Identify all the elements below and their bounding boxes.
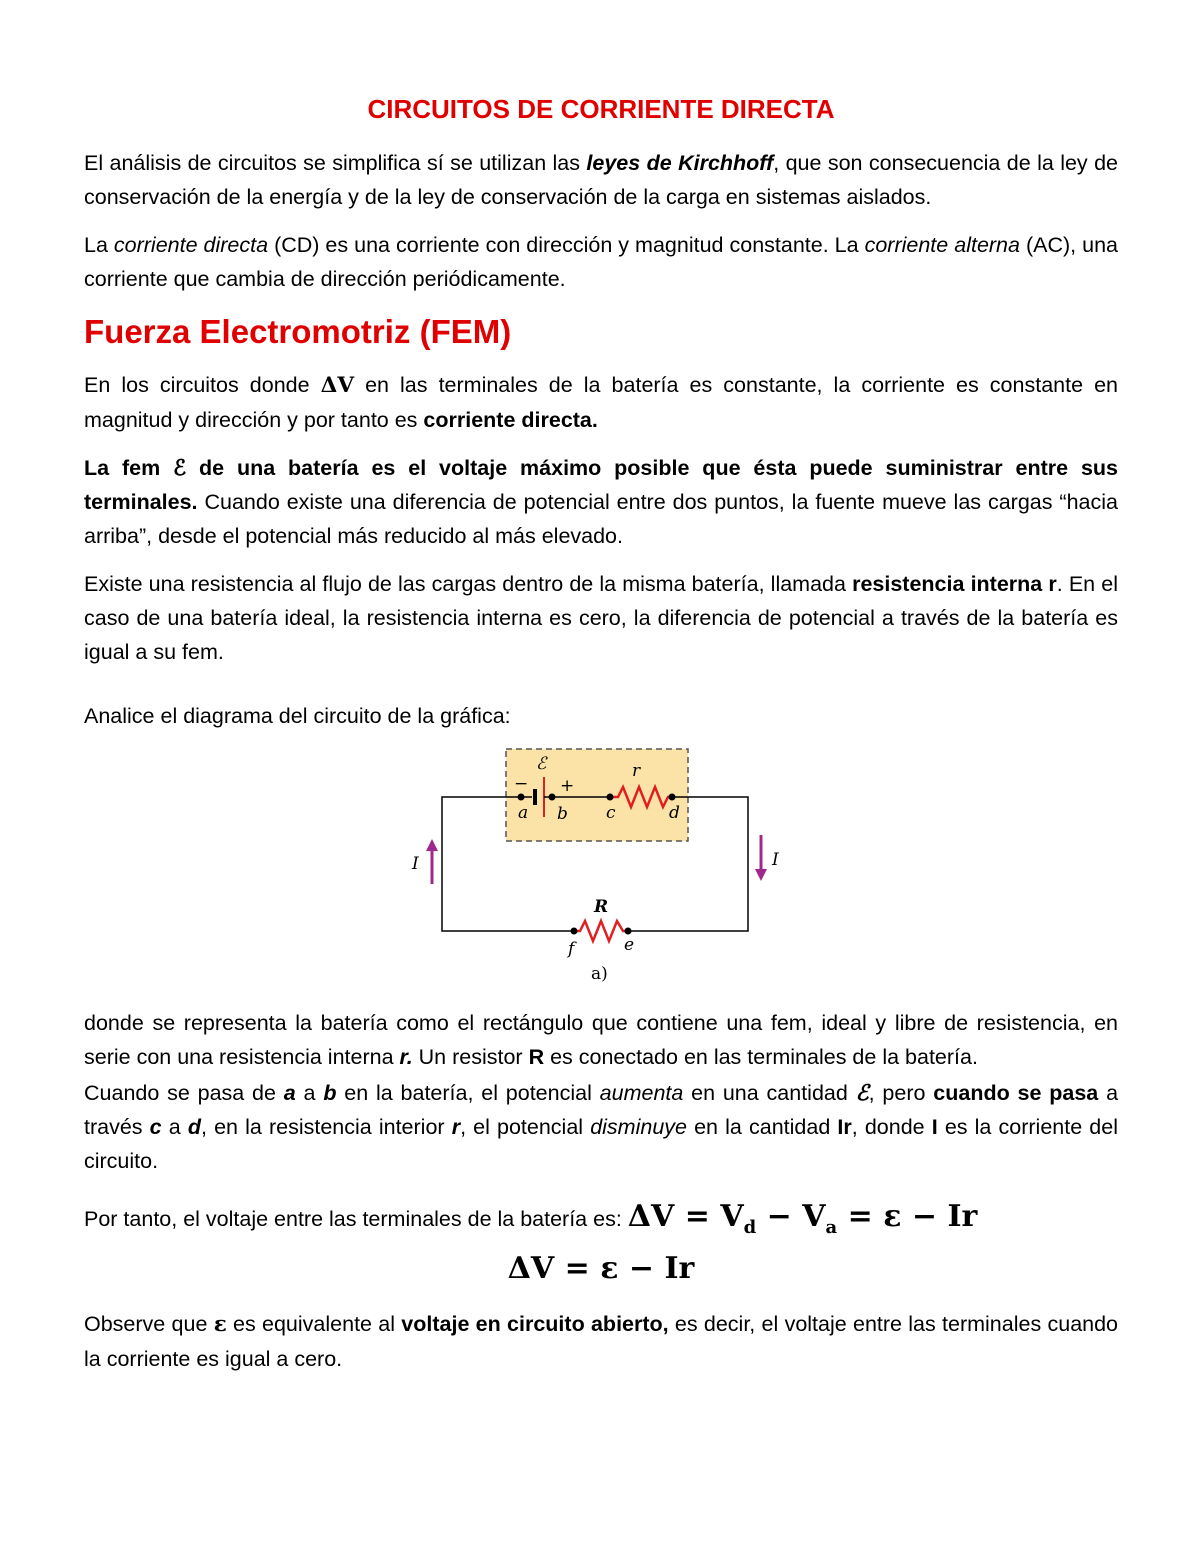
text: en la batería, el potencial	[336, 1081, 600, 1105]
label-b: b	[557, 804, 568, 824]
node-a	[518, 794, 525, 801]
text: en la cantidad	[686, 1115, 838, 1139]
label-e: e	[624, 935, 635, 955]
after-paragraph-4	[84, 1307, 1118, 1376]
section-heading: Fuerza Electromotriz (FEM)	[84, 313, 512, 350]
text: Un resistor	[412, 1045, 529, 1069]
fem-paragraph-2	[84, 451, 1118, 553]
text: Observe que	[84, 1312, 214, 1336]
current-label-right: I	[772, 850, 779, 870]
var-Ir: Ir	[837, 1115, 852, 1139]
term-disminuye: disminuye	[590, 1115, 687, 1139]
delta-v: ΔV	[320, 373, 355, 398]
figure-caption: a)	[591, 964, 608, 984]
var-R: R	[528, 1045, 545, 1069]
text: Por tanto, el voltaje entre las terminales de la batería es:	[84, 1207, 628, 1231]
fem-definition: La fem ℰ de una batería es el voltaje máximo posible que ésta puede suministrar entre sus terminales.	[84, 456, 1118, 514]
plus-sign: +	[560, 776, 575, 796]
intro-paragraph-1	[84, 146, 1118, 214]
subscript-d: d	[743, 1217, 757, 1238]
emf-label: ℰ	[536, 754, 547, 774]
term-ac: corriente alterna	[864, 233, 1020, 257]
text: en las terminales de la batería es constante, la corriente es constante en magnitud y dirección y por tanto es	[84, 373, 1119, 432]
term-dc: corriente directa	[113, 233, 269, 257]
label-c: c	[606, 803, 616, 823]
text: Cuando se pasa de	[84, 1081, 284, 1105]
intro-paragraph-2	[84, 228, 1118, 296]
document-page	[84, 84, 1118, 1390]
external-resistor	[574, 921, 628, 941]
node-c	[607, 794, 614, 801]
text: a	[161, 1115, 188, 1139]
text: El análisis de circuitos se simplifica sí se utilizan las	[84, 151, 587, 175]
eq-part: − V	[756, 1199, 826, 1234]
var-r: r	[451, 1115, 461, 1139]
text: , donde	[851, 1115, 932, 1139]
var-a: a	[283, 1081, 296, 1105]
node-e	[625, 928, 632, 935]
arrow-head-up-icon	[426, 839, 438, 851]
r-label: r	[632, 761, 641, 781]
label-f: f	[568, 939, 575, 959]
text: . En el caso de una batería ideal, la resistencia interna es cero, la diferencia de potencial a través de la batería es igual a su fem.	[84, 572, 1118, 664]
node-b	[549, 794, 556, 801]
fem-paragraph-1	[84, 368, 1118, 437]
text: en una cantidad	[683, 1081, 856, 1105]
R-label: R	[594, 897, 609, 917]
var-r: r.	[399, 1045, 413, 1069]
after-paragraph-3	[84, 1200, 1118, 1245]
internal-resistance-term: resistencia interna r	[852, 572, 1057, 596]
bold-term: voltaje en circuito abierto,	[401, 1312, 669, 1336]
bold-term: cuando se pasa	[933, 1081, 1099, 1105]
equation-2: ΔV = ε − Ir	[507, 1251, 695, 1286]
var-emf: ε	[213, 1312, 227, 1337]
text: , en la resistencia interior	[200, 1115, 452, 1139]
after-paragraph-2	[84, 1076, 1118, 1178]
text: (AC), una corriente que cambia de dirección periódicamente.	[84, 233, 1118, 291]
node-f	[571, 928, 578, 935]
subscript-a: a	[825, 1217, 838, 1238]
bold-term: corriente directa.	[423, 408, 598, 432]
label-a: a	[518, 803, 529, 823]
text: a través	[84, 1081, 1119, 1139]
var-emf: ℰ	[855, 1081, 869, 1105]
text: es la corriente del circuito.	[84, 1115, 1118, 1173]
document-title: CIRCUITOS DE CORRIENTE DIRECTA	[367, 94, 835, 124]
var-I: I	[931, 1115, 938, 1139]
arrow-head-down-icon	[755, 869, 767, 881]
current-label-left: I	[412, 854, 419, 874]
text: es conectado en las terminales de la batería.	[544, 1045, 978, 1069]
eq-part: = ε − Ir	[837, 1199, 978, 1234]
minus-sign: −	[514, 774, 529, 794]
text: , pero	[868, 1081, 934, 1105]
fem-paragraph-3	[84, 567, 1118, 669]
text: es equivalente al	[226, 1312, 402, 1336]
text: En los circuitos donde	[84, 373, 321, 397]
kirchhoff-term: leyes de Kirchhoff	[586, 151, 774, 175]
eq-part: ΔV = V	[627, 1199, 744, 1234]
var-b: b	[323, 1081, 337, 1105]
text: a	[295, 1081, 324, 1105]
text: es decir, el voltaje entre las terminales cuando la corriente es igual a cero.	[84, 1312, 1119, 1371]
label-d: d	[669, 803, 680, 823]
text: (CD) es una corriente con dirección y magnitud constante. La	[268, 233, 865, 257]
text: , que son consecuencia de la ley de conservación de la energía y de la ley de conservación de la carga en sistemas aislados.	[84, 151, 1118, 209]
var-d: d	[187, 1115, 201, 1139]
text: Existe una resistencia al flujo de las cargas dentro de la misma batería, llamada	[84, 572, 853, 596]
text: La	[84, 233, 114, 257]
circuit-diagram	[84, 747, 1118, 992]
text: Cuando existe una diferencia de potencial entre dos puntos, la fuente mueve las cargas “hacia arriba”, desde el potencial más reducido al más elevado.	[84, 490, 1118, 548]
node-d	[669, 794, 676, 801]
equation-1	[627, 1199, 978, 1238]
after-paragraph-1	[84, 1006, 1118, 1074]
var-c: c	[149, 1115, 162, 1139]
text: donde se representa la batería como el rectángulo que contiene una fem, ideal y libre de resistencia, en serie con una resistencia interna	[84, 1011, 1118, 1069]
term-aumenta: aumenta	[599, 1081, 684, 1105]
text: , el potencial	[460, 1115, 591, 1139]
circuit-svg	[404, 747, 784, 992]
fem-paragraph-4: Analice el diagrama del circuito de la gráfica:	[84, 704, 511, 728]
